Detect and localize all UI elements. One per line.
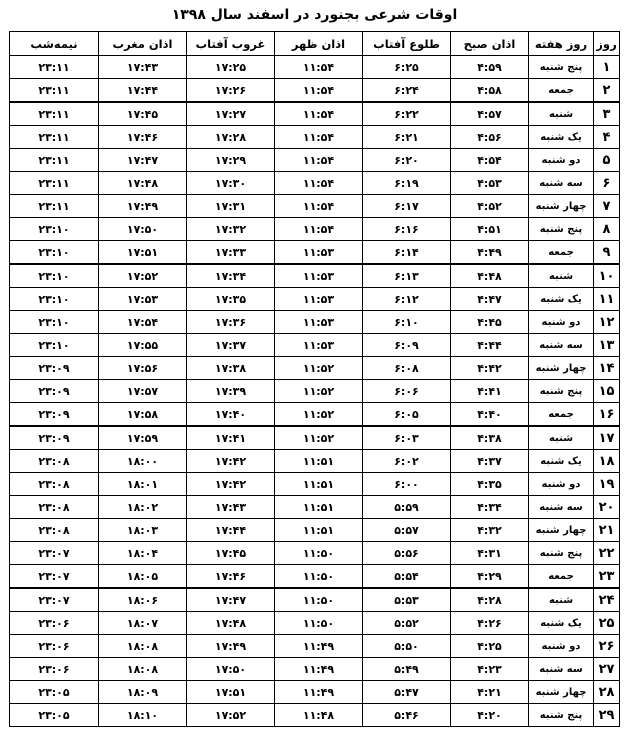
cell-dhuhr: ۱۱:۵۱ bbox=[275, 519, 363, 542]
header-weekday: روز هفته bbox=[529, 32, 594, 56]
cell-day: ۱ bbox=[594, 56, 620, 79]
cell-maghrib: ۱۸:۰۶ bbox=[99, 588, 187, 612]
cell-dhuhr: ۱۱:۵۰ bbox=[275, 565, 363, 589]
cell-day: ۲۱ bbox=[594, 519, 620, 542]
cell-weekday: سه شنبه bbox=[529, 334, 594, 357]
cell-sunset: ۱۷:۳۹ bbox=[187, 380, 275, 403]
cell-midnight: ۲۳:۰۸ bbox=[10, 519, 99, 542]
cell-dhuhr: ۱۱:۵۰ bbox=[275, 612, 363, 635]
table-row bbox=[10, 496, 620, 519]
table-row bbox=[10, 195, 620, 218]
cell-weekday: دو شنبه bbox=[529, 635, 594, 658]
cell-day: ۲۶ bbox=[594, 635, 620, 658]
cell-midnight: ۲۳:۱۱ bbox=[10, 102, 99, 126]
cell-maghrib: ۱۷:۵۷ bbox=[99, 380, 187, 403]
cell-maghrib: ۱۷:۵۱ bbox=[99, 241, 187, 265]
cell-midnight: ۲۳:۰۷ bbox=[10, 588, 99, 612]
cell-sunrise: ۶:۰۰ bbox=[363, 473, 451, 496]
cell-midnight: ۲۳:۱۱ bbox=[10, 172, 99, 195]
cell-dhuhr: ۱۱:۵۳ bbox=[275, 241, 363, 265]
cell-fajr: ۴:۴۸ bbox=[451, 264, 529, 288]
cell-sunrise: ۵:۴۷ bbox=[363, 681, 451, 704]
cell-maghrib: ۱۸:۰۴ bbox=[99, 542, 187, 565]
cell-dhuhr: ۱۱:۵۲ bbox=[275, 403, 363, 427]
cell-maghrib: ۱۸:۰۸ bbox=[99, 658, 187, 681]
cell-maghrib: ۱۷:۴۸ bbox=[99, 172, 187, 195]
cell-fajr: ۴:۲۳ bbox=[451, 658, 529, 681]
cell-maghrib: ۱۸:۰۷ bbox=[99, 612, 187, 635]
cell-day: ۱۳ bbox=[594, 334, 620, 357]
header-midnight: نیمه‌شب bbox=[10, 32, 99, 56]
cell-sunset: ۱۷:۳۱ bbox=[187, 195, 275, 218]
cell-maghrib: ۱۷:۴۴ bbox=[99, 79, 187, 103]
cell-sunset: ۱۷:۳۲ bbox=[187, 218, 275, 241]
cell-maghrib: ۱۷:۴۳ bbox=[99, 56, 187, 79]
cell-day: ۱۰ bbox=[594, 264, 620, 288]
cell-fajr: ۴:۲۵ bbox=[451, 635, 529, 658]
cell-dhuhr: ۱۱:۴۹ bbox=[275, 681, 363, 704]
cell-weekday: جمعه bbox=[529, 565, 594, 589]
cell-sunset: ۱۷:۵۱ bbox=[187, 681, 275, 704]
cell-sunrise: ۶:۰۵ bbox=[363, 403, 451, 427]
table-row bbox=[10, 519, 620, 542]
cell-fajr: ۴:۳۱ bbox=[451, 542, 529, 565]
cell-maghrib: ۱۷:۴۹ bbox=[99, 195, 187, 218]
cell-sunrise: ۵:۵۰ bbox=[363, 635, 451, 658]
cell-maghrib: ۱۷:۵۰ bbox=[99, 218, 187, 241]
cell-day: ۲۹ bbox=[594, 704, 620, 727]
cell-maghrib: ۱۸:۰۸ bbox=[99, 635, 187, 658]
cell-day: ۱۶ bbox=[594, 403, 620, 427]
cell-midnight: ۲۳:۱۰ bbox=[10, 311, 99, 334]
table-row bbox=[10, 473, 620, 496]
cell-sunrise: ۶:۱۰ bbox=[363, 311, 451, 334]
table-row bbox=[10, 612, 620, 635]
cell-midnight: ۲۳:۱۰ bbox=[10, 218, 99, 241]
table-row bbox=[10, 565, 620, 589]
cell-day: ۵ bbox=[594, 149, 620, 172]
cell-sunrise: ۶:۰۶ bbox=[363, 380, 451, 403]
cell-maghrib: ۱۸:۰۹ bbox=[99, 681, 187, 704]
cell-day: ۲ bbox=[594, 79, 620, 103]
cell-dhuhr: ۱۱:۵۴ bbox=[275, 195, 363, 218]
header-sunrise: طلوع آفتاب bbox=[363, 32, 451, 56]
cell-weekday: شنبه bbox=[529, 102, 594, 126]
cell-sunrise: ۶:۰۸ bbox=[363, 357, 451, 380]
cell-day: ۱۲ bbox=[594, 311, 620, 334]
cell-weekday: یک شنبه bbox=[529, 288, 594, 311]
cell-midnight: ۲۳:۰۶ bbox=[10, 635, 99, 658]
cell-sunset: ۱۷:۴۴ bbox=[187, 519, 275, 542]
cell-day: ۳ bbox=[594, 102, 620, 126]
cell-weekday: سه شنبه bbox=[529, 658, 594, 681]
table-row bbox=[10, 264, 620, 288]
cell-fajr: ۴:۴۵ bbox=[451, 311, 529, 334]
cell-fajr: ۴:۲۸ bbox=[451, 588, 529, 612]
cell-weekday: جمعه bbox=[529, 403, 594, 427]
cell-fajr: ۴:۵۷ bbox=[451, 102, 529, 126]
cell-fajr: ۴:۳۷ bbox=[451, 450, 529, 473]
cell-sunrise: ۵:۵۴ bbox=[363, 565, 451, 589]
cell-sunrise: ۵:۵۹ bbox=[363, 496, 451, 519]
cell-maghrib: ۱۸:۰۱ bbox=[99, 473, 187, 496]
header-maghrib: اذان مغرب bbox=[99, 32, 187, 56]
cell-day: ۲۸ bbox=[594, 681, 620, 704]
cell-dhuhr: ۱۱:۵۲ bbox=[275, 357, 363, 380]
cell-sunset: ۱۷:۲۵ bbox=[187, 56, 275, 79]
table-row bbox=[10, 56, 620, 79]
table-body bbox=[10, 56, 620, 727]
cell-maghrib: ۱۷:۵۳ bbox=[99, 288, 187, 311]
cell-sunset: ۱۷:۴۰ bbox=[187, 403, 275, 427]
cell-sunrise: ۶:۲۲ bbox=[363, 102, 451, 126]
cell-day: ۱۵ bbox=[594, 380, 620, 403]
cell-midnight: ۲۳:۰۷ bbox=[10, 565, 99, 589]
cell-maghrib: ۱۷:۵۴ bbox=[99, 311, 187, 334]
cell-day: ۸ bbox=[594, 218, 620, 241]
cell-dhuhr: ۱۱:۵۱ bbox=[275, 496, 363, 519]
cell-dhuhr: ۱۱:۵۴ bbox=[275, 218, 363, 241]
cell-dhuhr: ۱۱:۵۴ bbox=[275, 126, 363, 149]
table-row bbox=[10, 241, 620, 265]
cell-maghrib: ۱۸:۰۵ bbox=[99, 565, 187, 589]
cell-weekday: سه شنبه bbox=[529, 172, 594, 195]
cell-weekday: پنج شنبه bbox=[529, 56, 594, 79]
cell-sunset: ۱۷:۲۹ bbox=[187, 149, 275, 172]
header-day: روز bbox=[594, 32, 620, 56]
cell-sunset: ۱۷:۲۸ bbox=[187, 126, 275, 149]
cell-fajr: ۴:۴۹ bbox=[451, 241, 529, 265]
cell-sunset: ۱۷:۳۳ bbox=[187, 241, 275, 265]
table-row bbox=[10, 704, 620, 727]
cell-weekday: شنبه bbox=[529, 426, 594, 450]
cell-day: ۲۵ bbox=[594, 612, 620, 635]
cell-dhuhr: ۱۱:۵۳ bbox=[275, 288, 363, 311]
table-row bbox=[10, 380, 620, 403]
cell-midnight: ۲۳:۰۸ bbox=[10, 450, 99, 473]
cell-maghrib: ۱۷:۵۸ bbox=[99, 403, 187, 427]
cell-dhuhr: ۱۱:۵۳ bbox=[275, 311, 363, 334]
cell-day: ۴ bbox=[594, 126, 620, 149]
cell-weekday: یک شنبه bbox=[529, 126, 594, 149]
cell-sunrise: ۵:۴۶ bbox=[363, 704, 451, 727]
cell-sunset: ۱۷:۴۹ bbox=[187, 635, 275, 658]
cell-sunrise: ۶:۰۲ bbox=[363, 450, 451, 473]
cell-day: ۲۲ bbox=[594, 542, 620, 565]
table-row bbox=[10, 218, 620, 241]
table-row bbox=[10, 288, 620, 311]
cell-sunset: ۱۷:۴۳ bbox=[187, 496, 275, 519]
cell-dhuhr: ۱۱:۵۴ bbox=[275, 56, 363, 79]
cell-weekday: دو شنبه bbox=[529, 311, 594, 334]
cell-sunrise: ۶:۱۲ bbox=[363, 288, 451, 311]
cell-sunset: ۱۷:۳۵ bbox=[187, 288, 275, 311]
cell-dhuhr: ۱۱:۵۰ bbox=[275, 588, 363, 612]
table-row bbox=[10, 681, 620, 704]
cell-fajr: ۴:۲۶ bbox=[451, 612, 529, 635]
cell-midnight: ۲۳:۰۶ bbox=[10, 612, 99, 635]
cell-fajr: ۴:۴۲ bbox=[451, 357, 529, 380]
cell-sunset: ۱۷:۴۸ bbox=[187, 612, 275, 635]
cell-dhuhr: ۱۱:۴۸ bbox=[275, 704, 363, 727]
cell-sunrise: ۶:۲۱ bbox=[363, 126, 451, 149]
cell-day: ۲۳ bbox=[594, 565, 620, 589]
cell-midnight: ۲۳:۰۷ bbox=[10, 542, 99, 565]
cell-sunset: ۱۷:۳۴ bbox=[187, 264, 275, 288]
cell-midnight: ۲۳:۱۱ bbox=[10, 149, 99, 172]
cell-fajr: ۴:۳۴ bbox=[451, 496, 529, 519]
cell-fajr: ۴:۵۹ bbox=[451, 56, 529, 79]
cell-maghrib: ۱۷:۴۶ bbox=[99, 126, 187, 149]
cell-midnight: ۲۳:۱۱ bbox=[10, 195, 99, 218]
cell-sunrise: ۶:۱۶ bbox=[363, 218, 451, 241]
cell-weekday: شنبه bbox=[529, 588, 594, 612]
cell-midnight: ۲۳:۰۸ bbox=[10, 473, 99, 496]
cell-day: ۱۸ bbox=[594, 450, 620, 473]
cell-maghrib: ۱۷:۴۷ bbox=[99, 149, 187, 172]
cell-maghrib: ۱۷:۴۵ bbox=[99, 102, 187, 126]
table-row bbox=[10, 172, 620, 195]
table-row bbox=[10, 334, 620, 357]
cell-fajr: ۴:۲۱ bbox=[451, 681, 529, 704]
cell-maghrib: ۱۸:۰۳ bbox=[99, 519, 187, 542]
cell-sunrise: ۶:۰۳ bbox=[363, 426, 451, 450]
cell-weekday: چهار شنبه bbox=[529, 519, 594, 542]
table-header-row bbox=[10, 32, 620, 56]
cell-sunrise: ۵:۵۲ bbox=[363, 612, 451, 635]
cell-sunset: ۱۷:۴۱ bbox=[187, 426, 275, 450]
cell-day: ۱۱ bbox=[594, 288, 620, 311]
cell-fajr: ۴:۳۵ bbox=[451, 473, 529, 496]
cell-maghrib: ۱۸:۰۰ bbox=[99, 450, 187, 473]
table-row bbox=[10, 403, 620, 427]
cell-midnight: ۲۳:۰۵ bbox=[10, 704, 99, 727]
cell-day: ۹ bbox=[594, 241, 620, 265]
cell-sunrise: ۶:۲۴ bbox=[363, 79, 451, 103]
cell-maghrib: ۱۷:۵۶ bbox=[99, 357, 187, 380]
cell-sunset: ۱۷:۵۰ bbox=[187, 658, 275, 681]
header-dhuhr: اذان ظهر bbox=[275, 32, 363, 56]
page-title: اوقات شرعی بجنورد در اسفند سال ۱۳۹۸ bbox=[171, 7, 458, 23]
table-row bbox=[10, 79, 620, 103]
cell-fajr: ۴:۳۲ bbox=[451, 519, 529, 542]
cell-dhuhr: ۱۱:۴۹ bbox=[275, 635, 363, 658]
cell-sunset: ۱۷:۲۷ bbox=[187, 102, 275, 126]
cell-day: ۶ bbox=[594, 172, 620, 195]
cell-fajr: ۴:۵۲ bbox=[451, 195, 529, 218]
cell-weekday: پنج شنبه bbox=[529, 542, 594, 565]
cell-midnight: ۲۳:۰۹ bbox=[10, 403, 99, 427]
cell-weekday: دو شنبه bbox=[529, 149, 594, 172]
cell-fajr: ۴:۲۹ bbox=[451, 565, 529, 589]
cell-fajr: ۴:۵۳ bbox=[451, 172, 529, 195]
table-row bbox=[10, 542, 620, 565]
cell-fajr: ۴:۴۰ bbox=[451, 403, 529, 427]
cell-fajr: ۴:۲۰ bbox=[451, 704, 529, 727]
cell-day: ۲۴ bbox=[594, 588, 620, 612]
header-sunset: غروب آفتاب bbox=[187, 32, 275, 56]
cell-weekday: دو شنبه bbox=[529, 473, 594, 496]
cell-day: ۲۰ bbox=[594, 496, 620, 519]
cell-weekday: چهار شنبه bbox=[529, 357, 594, 380]
cell-dhuhr: ۱۱:۵۴ bbox=[275, 149, 363, 172]
cell-sunrise: ۵:۴۹ bbox=[363, 658, 451, 681]
cell-fajr: ۴:۳۸ bbox=[451, 426, 529, 450]
cell-dhuhr: ۱۱:۵۳ bbox=[275, 264, 363, 288]
cell-fajr: ۴:۴۷ bbox=[451, 288, 529, 311]
cell-sunset: ۱۷:۴۷ bbox=[187, 588, 275, 612]
cell-midnight: ۲۳:۰۹ bbox=[10, 380, 99, 403]
cell-day: ۱۹ bbox=[594, 473, 620, 496]
table-row bbox=[10, 102, 620, 126]
header-fajr: اذان صبح bbox=[451, 32, 529, 56]
cell-dhuhr: ۱۱:۵۲ bbox=[275, 380, 363, 403]
cell-midnight: ۲۳:۱۰ bbox=[10, 288, 99, 311]
cell-fajr: ۴:۴۴ bbox=[451, 334, 529, 357]
cell-maghrib: ۱۷:۵۹ bbox=[99, 426, 187, 450]
cell-sunrise: ۶:۱۷ bbox=[363, 195, 451, 218]
cell-dhuhr: ۱۱:۵۴ bbox=[275, 172, 363, 195]
cell-weekday: پنج شنبه bbox=[529, 380, 594, 403]
cell-fajr: ۴:۵۱ bbox=[451, 218, 529, 241]
prayer-times-table bbox=[9, 31, 620, 727]
cell-dhuhr: ۱۱:۴۹ bbox=[275, 658, 363, 681]
cell-midnight: ۲۳:۰۹ bbox=[10, 426, 99, 450]
cell-midnight: ۲۳:۱۱ bbox=[10, 126, 99, 149]
cell-sunset: ۱۷:۴۶ bbox=[187, 565, 275, 589]
cell-fajr: ۴:۵۴ bbox=[451, 149, 529, 172]
cell-sunset: ۱۷:۳۰ bbox=[187, 172, 275, 195]
cell-dhuhr: ۱۱:۵۲ bbox=[275, 426, 363, 450]
cell-midnight: ۲۳:۰۵ bbox=[10, 681, 99, 704]
cell-fajr: ۴:۵۶ bbox=[451, 126, 529, 149]
cell-weekday: سه شنبه bbox=[529, 496, 594, 519]
cell-weekday: یک شنبه bbox=[529, 450, 594, 473]
cell-dhuhr: ۱۱:۵۱ bbox=[275, 473, 363, 496]
cell-sunset: ۱۷:۳۷ bbox=[187, 334, 275, 357]
cell-dhuhr: ۱۱:۵۱ bbox=[275, 450, 363, 473]
cell-maghrib: ۱۷:۵۵ bbox=[99, 334, 187, 357]
table-row bbox=[10, 426, 620, 450]
cell-midnight: ۲۳:۰۹ bbox=[10, 357, 99, 380]
cell-weekday: یک شنبه bbox=[529, 612, 594, 635]
cell-sunset: ۱۷:۲۶ bbox=[187, 79, 275, 103]
cell-dhuhr: ۱۱:۵۳ bbox=[275, 334, 363, 357]
cell-maghrib: ۱۷:۵۲ bbox=[99, 264, 187, 288]
cell-fajr: ۴:۴۱ bbox=[451, 380, 529, 403]
cell-dhuhr: ۱۱:۵۴ bbox=[275, 79, 363, 103]
cell-midnight: ۲۳:۱۱ bbox=[10, 79, 99, 103]
cell-midnight: ۲۳:۱۰ bbox=[10, 264, 99, 288]
cell-sunrise: ۶:۲۰ bbox=[363, 149, 451, 172]
cell-sunset: ۱۷:۴۵ bbox=[187, 542, 275, 565]
cell-midnight: ۲۳:۱۰ bbox=[10, 334, 99, 357]
table-row bbox=[10, 126, 620, 149]
cell-day: ۱۷ bbox=[594, 426, 620, 450]
cell-sunrise: ۵:۵۳ bbox=[363, 588, 451, 612]
cell-sunset: ۱۷:۴۲ bbox=[187, 450, 275, 473]
cell-fajr: ۴:۵۸ bbox=[451, 79, 529, 103]
cell-maghrib: ۱۸:۱۰ bbox=[99, 704, 187, 727]
cell-midnight: ۲۳:۱۰ bbox=[10, 241, 99, 265]
table-row bbox=[10, 311, 620, 334]
cell-sunset: ۱۷:۵۲ bbox=[187, 704, 275, 727]
cell-weekday: پنج شنبه bbox=[529, 218, 594, 241]
cell-day: ۱۴ bbox=[594, 357, 620, 380]
cell-sunrise: ۶:۰۹ bbox=[363, 334, 451, 357]
cell-day: ۷ bbox=[594, 195, 620, 218]
cell-sunrise: ۶:۱۹ bbox=[363, 172, 451, 195]
cell-sunrise: ۵:۵۶ bbox=[363, 542, 451, 565]
cell-day: ۲۷ bbox=[594, 658, 620, 681]
cell-weekday: پنج شنبه bbox=[529, 704, 594, 727]
table-row bbox=[10, 635, 620, 658]
cell-dhuhr: ۱۱:۵۴ bbox=[275, 102, 363, 126]
cell-weekday: چهار شنبه bbox=[529, 195, 594, 218]
table-row bbox=[10, 588, 620, 612]
cell-midnight: ۲۳:۰۶ bbox=[10, 658, 99, 681]
table-row bbox=[10, 658, 620, 681]
cell-weekday: شنبه bbox=[529, 264, 594, 288]
cell-sunset: ۱۷:۳۸ bbox=[187, 357, 275, 380]
cell-maghrib: ۱۸:۰۲ bbox=[99, 496, 187, 519]
cell-sunset: ۱۷:۳۶ bbox=[187, 311, 275, 334]
cell-sunrise: ۵:۵۷ bbox=[363, 519, 451, 542]
cell-weekday: چهار شنبه bbox=[529, 681, 594, 704]
cell-midnight: ۲۳:۱۱ bbox=[10, 56, 99, 79]
cell-midnight: ۲۳:۰۸ bbox=[10, 496, 99, 519]
cell-dhuhr: ۱۱:۵۰ bbox=[275, 542, 363, 565]
table-row bbox=[10, 149, 620, 172]
cell-sunrise: ۶:۲۵ bbox=[363, 56, 451, 79]
cell-weekday: جمعه bbox=[529, 241, 594, 265]
cell-sunrise: ۶:۱۴ bbox=[363, 241, 451, 265]
table-row bbox=[10, 450, 620, 473]
cell-sunset: ۱۷:۴۲ bbox=[187, 473, 275, 496]
cell-weekday: جمعه bbox=[529, 79, 594, 103]
table-row bbox=[10, 357, 620, 380]
cell-sunrise: ۶:۱۳ bbox=[363, 264, 451, 288]
